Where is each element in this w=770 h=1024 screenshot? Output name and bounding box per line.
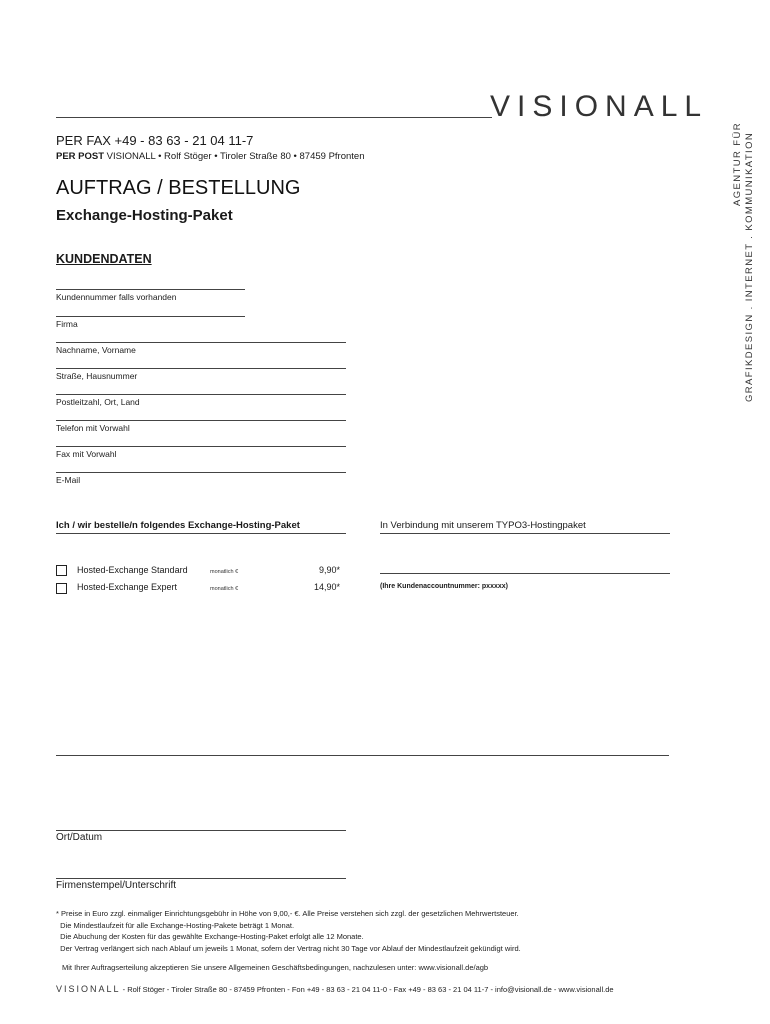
field-label-kundennummer: Kundennummer falls vorhanden [56,292,177,302]
price-notes [56,908,521,954]
signature-line[interactable] [56,878,346,879]
checkbox-expert[interactable] [56,583,67,594]
footer-text: - Rolf Stöger - Tiroler Straße 80 - 87459 Pfronten - Fon +49 - 83 63 - 21 04 11-0 - Fax +49 - 83 63 - 21 04 11-7 - info@visionall.de - www.visionall.de [120,985,614,994]
field-label-fax: Fax mit Vorwahl [56,449,117,459]
package-price-standard: 9,90* [318,565,340,575]
footer [56,984,614,994]
field-label-name: Nachname, Vorname [56,345,136,355]
package-name-expert: Hosted-Exchange Expert [77,582,178,592]
field-line-fax[interactable] [56,446,346,447]
note-line-2: Die Mindestlaufzeit für alle Exchange-Hosting-Pakete beträgt 1 Monat. [56,920,295,930]
post-address: VISIONALL • Rolf Stöger • Tiroler Straße 80 • 87459 Pfronten [104,151,365,162]
page-subtitle: Exchange-Hosting-Paket [56,207,233,224]
post-label: PER POST [56,151,105,162]
account-number-note: (Ihre Kundenaccountnummer: pxxxxx) [380,583,508,590]
checkbox-standard[interactable] [56,565,67,576]
package-period-standard: monatlich € [210,569,239,575]
page-title: AUFTRAG / BESTELLUNG [56,177,301,199]
side-tagline [732,122,756,402]
note-line-3: Die Abuchung der Kosten für das gewählte Exchange-Hosting-Paket erfolgt alle 12 Monate. [56,932,364,941]
agb-note: Mit Ihrer Auftragserteilung akzeptieren Sie unsere Allgemeinen Geschäftsbedingungen, nachzulesen unter: www.visionall.de/agb [62,963,489,972]
field-line-telefon[interactable] [56,420,346,421]
field-line-strasse[interactable] [56,368,346,369]
note-line-1: * Preise in Euro zzgl. einmaliger Einrichtungsgebühr in Höhe von 9,00,- €. Alle Preise verstehen sich zzgl. der gesetzlichen Mehrwertsteuer. [56,909,519,918]
logo: VISIONALL [490,90,709,123]
order-heading-rule [56,533,346,534]
package-name-standard: Hosted-Exchange Standard [77,565,188,575]
field-line-kundennummer[interactable] [56,289,245,290]
field-label-telefon: Telefon mit Vorwahl [56,423,130,433]
side-tagline-line1: AGENTUR FÜR [732,122,743,207]
order-heading: Ich / wir bestelle/n folgendes Exchange-Hosting-Paket [56,520,300,531]
header-rule [56,117,492,118]
field-line-plz[interactable] [56,394,346,395]
field-label-firma: Firma [56,319,78,329]
connection-heading-rule [380,533,670,534]
section-title-kundendaten: KUNDENDATEN [56,252,152,266]
package-price-expert: 14,90* [313,582,340,592]
field-label-strasse: Straße, Hausnummer [56,371,138,381]
remarks-line[interactable] [56,755,669,756]
footer-logo: VISIONALL [56,984,121,994]
side-tagline-line2: GRAFIKDESIGN . INTERNET . KOMMUNIKATION [744,131,755,402]
place-date-line[interactable] [56,830,346,831]
account-number-line[interactable] [380,573,670,574]
fax-line: PER FAX +49 - 83 63 - 21 04 11-7 [56,133,254,148]
note-line-4: Der Vertrag verlängert sich nach Ablauf um jeweils 1 Monat, sofern der Vertrag nicht 30 Tage vor Ablauf der Mindestlaufzeit gekündigt wird. [56,943,521,953]
field-label-email: E-Mail [56,475,81,485]
post-line [56,151,365,162]
place-date-label: Ort/Datum [56,832,103,843]
field-line-firma[interactable] [56,316,245,317]
field-line-email[interactable] [56,472,346,473]
package-period-expert: monatlich € [210,586,239,592]
field-label-plz: Postleitzahl, Ort, Land [56,397,140,407]
field-line-name[interactable] [56,342,346,343]
connection-heading: In Verbindung mit unserem TYPO3-Hostingpaket [380,520,586,531]
signature-label: Firmenstempel/Unterschrift [56,880,177,891]
